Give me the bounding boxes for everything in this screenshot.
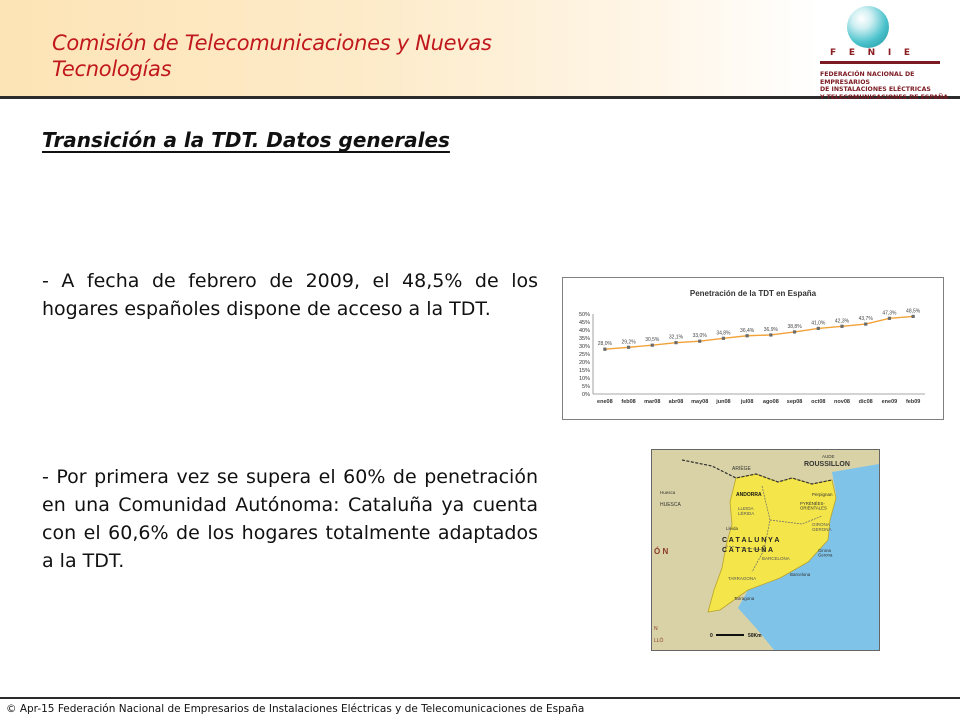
chart-x-tick-label: oct08	[811, 399, 826, 405]
map-label-ariege: ARIÈGE	[732, 466, 751, 472]
chart-point	[722, 337, 725, 340]
chart-data-label: 33,0%	[692, 333, 707, 340]
chart-point	[698, 340, 701, 343]
map-label-tarragona-city: Tarragona	[734, 596, 755, 601]
paragraph-cataluna-penetration: - Por primera vez se supera el 60% de penetración en una Comunidad Autónoma: Cataluña ya cuenta con el 60,6% de los hogares totalmente adaptados a la TDT.	[42, 466, 538, 572]
logo-letter: E	[903, 48, 910, 58]
chart-point	[769, 333, 772, 336]
map-label-barcelona: BARCELONA	[762, 556, 790, 561]
chart-point	[746, 334, 749, 337]
chart-data-label: 41,0%	[811, 320, 826, 327]
chart-x-tick-label: feb09	[905, 399, 921, 405]
org-line: DE INSTALACIONES ELÉCTRICAS	[820, 86, 931, 93]
map-label-andorra: ANDORRA	[736, 492, 762, 498]
map-label-huesca: HUESCA	[660, 502, 681, 508]
logo-letter: N	[867, 48, 876, 58]
tdt-penetration-chart	[562, 277, 944, 420]
map-label-girona-city: Girona Gerona	[818, 548, 833, 558]
chart-data-label: 34,8%	[716, 330, 731, 337]
org-line: Y TELECOMUNICACIONES DE ESPAÑA	[820, 93, 949, 101]
header-title: Comisión de Telecomunicaciones y Nuevas Tecnologías	[52, 31, 492, 81]
header-divider	[0, 96, 960, 99]
logo-letter: I	[887, 48, 892, 58]
chart-point	[840, 325, 843, 328]
chart-data-label: 32,1%	[668, 334, 684, 341]
map-label-lleida-city: Lleida	[726, 526, 739, 531]
chart-point	[793, 330, 796, 333]
chart-data-label: 29,2%	[621, 339, 636, 346]
chart-data-label: 42,3%	[834, 318, 850, 325]
chart-y-tick-label: 25%	[578, 352, 590, 358]
map-scale-zero: 0	[710, 633, 713, 639]
chart-x-tick-label: nov08	[834, 399, 850, 405]
map-label-catalunya: C A T A L U N Y A	[722, 537, 780, 544]
chart-y-tick-label: 30%	[578, 344, 590, 350]
logo-letter: E	[848, 48, 855, 58]
map-label-cataluna: C A T A L U Ñ A	[722, 547, 774, 554]
fenie-org-name	[820, 71, 950, 101]
chart-point	[864, 322, 867, 325]
chart-data-label: 43,7%	[858, 316, 873, 323]
map-label-edge-llo: LLÓ	[654, 638, 664, 644]
logo-letter: F	[830, 48, 837, 58]
chart-y-tick-label: 40%	[578, 328, 590, 334]
chart-svg	[563, 278, 943, 419]
chart-y-tick-label: 0%	[582, 392, 590, 398]
chart-point	[674, 341, 677, 344]
chart-data-label: 28,0%	[597, 341, 612, 348]
chart-x-tick-label: abr08	[668, 399, 684, 405]
chart-x-tick-label: ene08	[597, 399, 613, 405]
chart-y-tick-label: 15%	[578, 368, 590, 374]
map-label-roussillon: ROUSSILLON	[804, 461, 850, 468]
chart-data-label: 36,4%	[740, 327, 755, 334]
map-label-perpignan: Perpignan	[812, 492, 833, 497]
chart-x-tick-label: dic08	[858, 399, 873, 405]
footer-copyright: © Apr-15 Federación Nacional de Empresarios de Instalaciones Eléctricas y de Telecomunicaciones de España	[6, 703, 585, 715]
logo-rule	[820, 61, 940, 64]
chart-data-label: 30,5%	[645, 337, 660, 344]
chart-y-tick-label: 35%	[578, 336, 590, 342]
map-label-huesca-city: Huesca	[660, 490, 676, 495]
chart-point	[651, 344, 654, 347]
map-label-girona: GIRONA GERONA	[812, 522, 832, 532]
paragraph-national-penetration: - A fecha de febrero de 2009, el 48,5% de los hogares españoles dispone de acceso a la TDT.	[42, 270, 538, 320]
chart-x-tick-label: ago08	[762, 399, 779, 405]
chart-point	[603, 348, 606, 351]
map-label-lleida: LLEIDA LÉRIDA	[738, 506, 755, 516]
chart-x-tick-label: mar08	[644, 399, 661, 405]
chart-y-tick-label: 45%	[578, 320, 590, 326]
section-title: Transición a la TDT. Datos generales	[42, 128, 450, 152]
chart-point	[817, 327, 820, 330]
chart-x-tick-label: jul08	[740, 399, 754, 405]
fenie-logo-globe-icon	[847, 6, 889, 48]
cataluna-map	[651, 449, 880, 651]
chart-point	[627, 346, 630, 349]
map-label-edge-n2: N	[654, 626, 658, 632]
fenie-logo-letters	[830, 48, 910, 58]
map-scale-label: 50Km	[748, 633, 762, 639]
chart-data-label: 47,3%	[882, 310, 897, 317]
map-label-pyrenees: PYRÉNÉES-ORIENTALES	[800, 501, 827, 511]
chart-data-label: 38,8%	[787, 323, 802, 330]
chart-point	[912, 315, 915, 318]
chart-y-tick-label: 20%	[578, 360, 590, 366]
chart-y-tick-label: 50%	[578, 312, 590, 318]
chart-x-tick-label: sep08	[786, 399, 803, 405]
chart-title: Penetración de la TDT en España	[689, 289, 817, 298]
map-svg	[652, 450, 879, 650]
chart-y-tick-label: 5%	[582, 384, 590, 390]
chart-data-label: 48,5%	[906, 308, 921, 315]
chart-data-label: 36,9%	[763, 326, 778, 333]
chart-point	[888, 317, 891, 320]
map-label-aude: AUDE	[822, 454, 835, 459]
map-label-barcelona-city: Barcelona	[790, 572, 811, 577]
map-label-edge-n: Ó N	[654, 547, 669, 556]
org-line: FEDERACIÓN NACIONAL DE EMPRESARIOS	[820, 71, 915, 86]
chart-x-tick-label: feb08	[621, 399, 636, 405]
chart-y-tick-label: 10%	[578, 376, 590, 382]
chart-x-tick-label: may08	[691, 399, 709, 405]
map-label-tarragona: TARRAGONA	[728, 576, 757, 581]
chart-x-tick-label: jun08	[716, 399, 731, 405]
footer-divider	[0, 697, 960, 699]
chart-x-tick-label: ene09	[881, 399, 898, 405]
